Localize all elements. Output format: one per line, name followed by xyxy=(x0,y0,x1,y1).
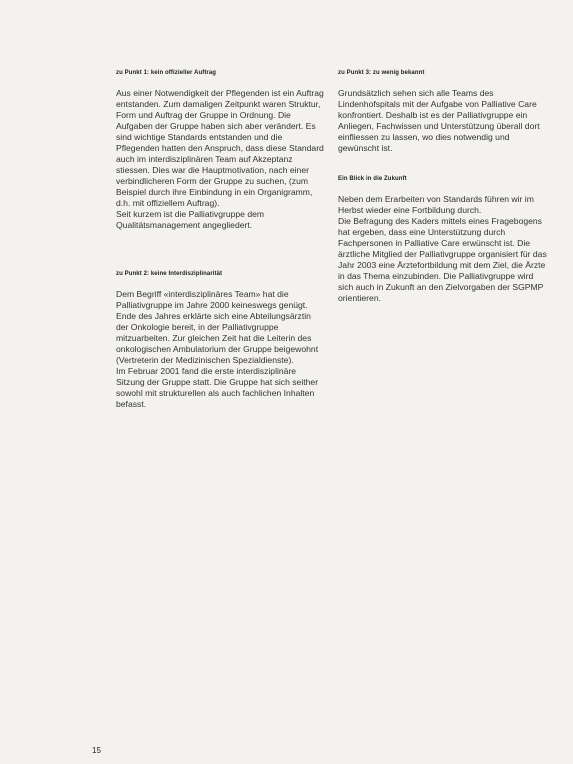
section-heading: zu Punkt 3: zu wenig bekannt xyxy=(338,70,425,76)
right-column xyxy=(338,70,550,304)
section-heading: zu Punkt 1: kein offizieller Auftrag xyxy=(116,70,217,76)
section-keine-interdisziplinaritaet xyxy=(116,271,324,410)
page-number: 15 xyxy=(92,746,101,755)
section-zu-wenig-bekannt xyxy=(338,70,550,154)
left-column xyxy=(116,70,324,410)
paragraph: Aus einer Notwendigkeit der Pflegenden ist ein Auftrag entstanden. Zum damaligen Zeitpunkt waren Struktur, Form und Auftrag der Gruppe in Ordnung. Die Aufgaben der Gruppe haben sich aber verändert. Es sind wichtige Standards entstanden und die Pflegenden hatten den Anspruch, dass diese Standard auch im interdisziplinären Team auf Akzeptanz stiessen. Dies war die Hauptmotivation, nach einer verbindlicheren Form der Gruppe zu suchen, (zum Beispiel durch ihre Einbindung in ein Organigramm, d.h. mit offiziellem Auftrag). xyxy=(116,88,324,208)
paragraph: Grundsätzlich sehen sich alle Teams des Lindenhofspitals mit der Aufgabe von Palliative Care konfrontiert. Deshalb ist es der Palliativgruppe ein Anliegen, Fachwissen und Unterstützung überall dort einfliessen zu lassen, wo dies notwendig und gewünscht ist. xyxy=(338,88,540,153)
section-heading: zu Punkt 2: keine Interdisziplinarität xyxy=(116,271,223,277)
section-kein-offizieller-auftrag xyxy=(116,70,324,231)
paragraph: Die Befragung des Kaders mittels eines Fragebogens hat ergeben, dass eine Unterstützung durch Fachpersonen in Palliative Care erwünscht ist. Die ärztliche Mitglied der Palliativgruppe organisiert für das Jahr 2003 eine Ärztefortbildung mit dem Ziel, die Ärzte in das Thema einzubinden. Die Palliativgruppe wird sich auch in Zukunft an den Zielvorgaben der SGPMP orientieren. xyxy=(338,216,547,303)
section-heading: Ein Blick in die Zukunft xyxy=(338,176,407,182)
section-blick-in-die-zukunft xyxy=(338,176,550,304)
paragraph: Seit kurzem ist die Palliativgruppe dem Qualitätsmanagement angegliedert. xyxy=(116,209,265,230)
paragraph: Im Februar 2001 fand die erste interdisziplinäre Sitzung der Gruppe statt. Die Gruppe hat sich seither sowohl mit strukturellen als auch fachlichen Inhalten befasst. xyxy=(116,366,319,409)
paragraph: Neben dem Erarbeiten von Standards führen wir im Herbst wieder eine Fortbildung durch. xyxy=(338,194,534,215)
paragraph: Dem Begriff «interdisziplinäres Team» hat die Palliativgruppe im Jahre 2000 keineswegs genügt. Ende des Jahres erklärte sich eine Abteilungsärztin der Onkologie bereit, in der Palliativgruppe mitzuarbeiten. Zur gleichen Zeit hat die Leiterin des onkologischen Ambulatorium der Gruppe beigewohnt (Vertreterin der Medizinischen Spezialdienste). xyxy=(116,289,319,365)
